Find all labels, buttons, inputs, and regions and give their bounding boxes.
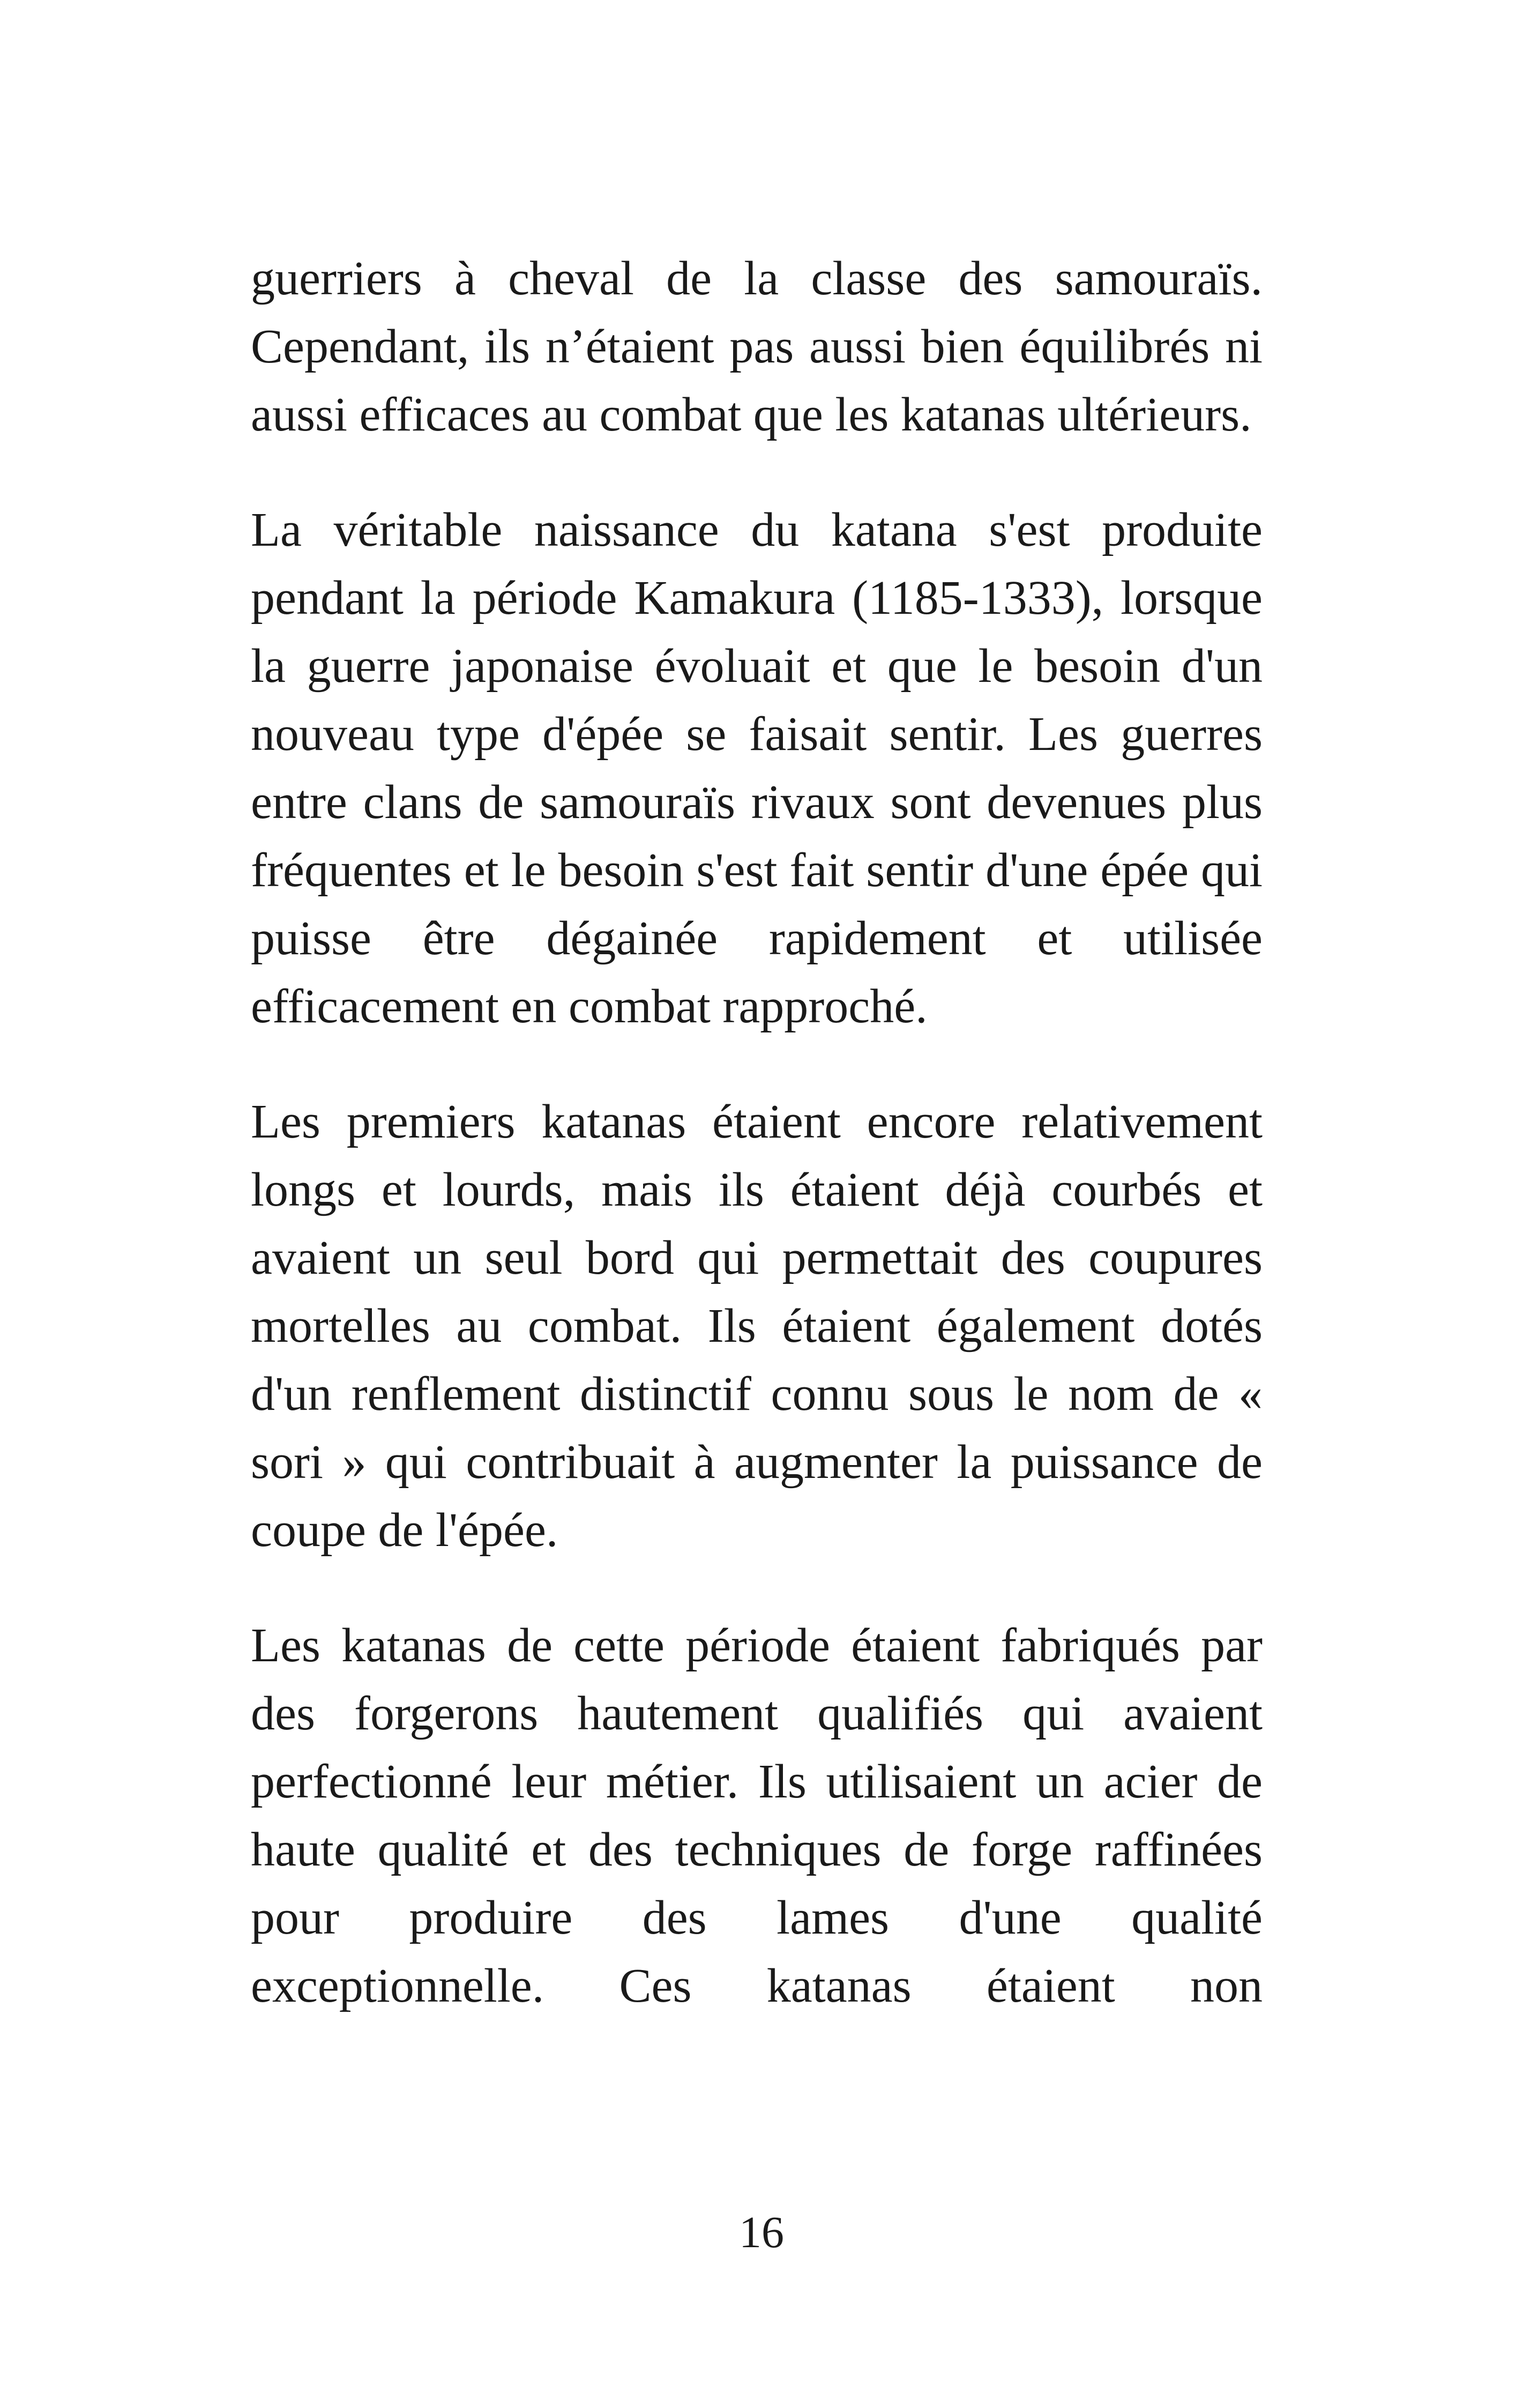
page-number: 16 [739,2208,784,2257]
paragraph: Les premiers katanas étaient encore relativement longs et lourds, mais ils étaient déjà courbés et avaient un seul bord qui permettait des coupures mortelles au combat. Ils étaient également dotés d'un renflement distinctif connu sous le nom de « sori » qui contribuait à augmenter la puissance de coupe de l'épée. [251,1095,1263,1557]
paragraph: guerriers à cheval de la classe des samouraïs. Cependant, ils n’étaient pas aussi bien équilibrés ni aussi efficaces au combat que les katanas ultérieurs. [251,252,1263,441]
paragraph: La véritable naissance du katana s'est produite pendant la période Kamakura (1185-1333), lorsque la guerre japonaise évoluait et que le besoin d'un nouveau type d'épée se faisait sentir. Les guerres entre clans de samouraïs rivaux sont devenues plus fréquentes et le besoin s'est fait sentir d'une épée qui puisse être dégainée rapidement et utilisée efficacement en combat rapproché. [251,503,1263,1033]
paragraph: Les katanas de cette période étaient fabriqués par des forgerons hautement qualifiés qui avaient perfectionné leur métier. Ils utilisaient un acier de haute qualité et des techniques de forge raffinées pour produire des lames d'une qualité exceptionnelle. Ces katanas étaient non [251,1619,1263,2012]
body-text [251,244,1263,2020]
